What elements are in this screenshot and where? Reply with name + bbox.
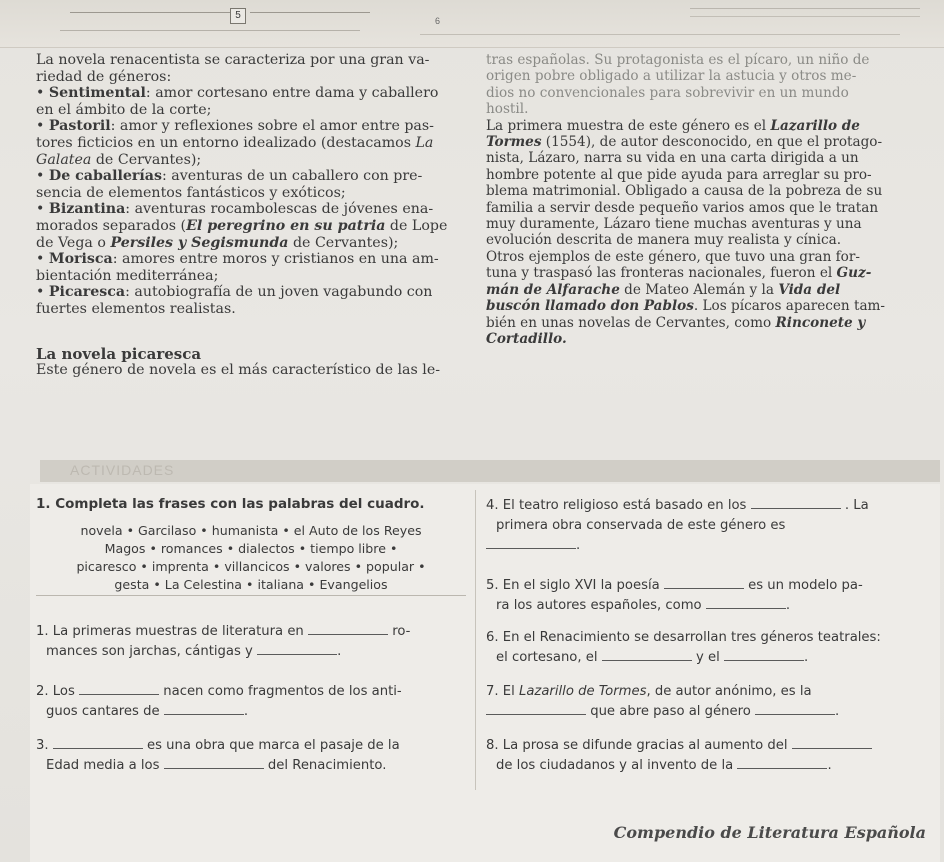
- body-text: tuna y traspasó las fronteras nacionales, fueron el: [486, 265, 833, 282]
- body-text: hombre potente al que pide ayuda para arreglar su pro-: [486, 166, 872, 183]
- question-text: 8. La prosa se difunde gracias al aumento del: [486, 738, 788, 753]
- genre-title: La: [415, 134, 434, 151]
- genre-title: Galatea: [36, 151, 92, 168]
- word-bank-line: novela • Garcilaso • humanista • el Auto de los Reyes: [80, 523, 422, 538]
- question-8: 8. La prosa se difunde gracias al aumento del de los ciudadanos y al invento de la .: [486, 736, 926, 776]
- question-1: 1. La primeras muestras de literatura en ro- mances son jarchas, cántigas y .: [36, 624, 411, 659]
- question-text: 1. La primeras muestras de literatura en: [36, 624, 304, 639]
- question-text: ra los autores españoles, como: [496, 598, 702, 613]
- genre-label: Picaresca: [48, 284, 126, 301]
- question-text: 6. En el Renacimiento se desarrollan tres géneros teatrales:: [486, 630, 881, 645]
- activities-label: ACTIVIDADES: [70, 462, 175, 478]
- genre-label: Morisca: [48, 251, 113, 268]
- book-title: buscón llamado don Pablos: [486, 298, 694, 315]
- question-text: el cortesano, el: [496, 650, 598, 665]
- genre-title: Persiles y Segismunda: [110, 234, 289, 251]
- question-5: 5. En el siglo XVI la poesía es un modelo pa- ra los autores españoles, como .: [486, 578, 863, 613]
- right-text-column: [486, 52, 916, 347]
- body-text: muy duramente, Lázaro tiene muchas aventuras y una: [486, 216, 862, 233]
- body-text: La primera muestra de este género es el: [486, 117, 771, 134]
- question-text: de los ciudadanos y al invento de la: [496, 758, 734, 773]
- question-text: 5. En el siglo XVI la poesía: [486, 578, 660, 593]
- word-bank-line: Magos • romances • dialectos • tiempo libre •: [104, 541, 398, 556]
- genre-label: Pastoril: [48, 118, 111, 135]
- book-title: Lazarillo de Tormes: [518, 684, 647, 699]
- divider: [250, 12, 370, 13]
- genre-label: De caballerías: [48, 168, 162, 185]
- word-bank-line: gesta • La Celestina • italiana • Evangelios: [114, 577, 388, 592]
- genre-label: Bizantina: [48, 201, 126, 218]
- question-text: , de autor anónimo, es la: [646, 684, 812, 699]
- answer-blank[interactable]: [496, 703, 586, 715]
- genre-text: : aventuras de un caballero con pre-: [161, 168, 423, 185]
- answer-blank[interactable]: [496, 537, 576, 549]
- answer-blank[interactable]: [257, 643, 337, 655]
- divider: [70, 12, 230, 13]
- question-text: . La: [844, 498, 869, 513]
- question-3: [36, 736, 466, 776]
- previous-page-strip: [0, 0, 944, 48]
- answer-blank[interactable]: [737, 757, 827, 769]
- question-text: 7. El: [486, 684, 519, 699]
- book-title: Lazarillo de: [770, 117, 860, 134]
- answer-blank[interactable]: [602, 649, 692, 661]
- body-text: . Los pícaros aparecen tam-: [693, 298, 886, 315]
- book-title: mán de Alfarache: [486, 281, 620, 298]
- genre-text: : aventuras rocambolescas de jóvenes ena-: [125, 201, 434, 218]
- column-divider: [475, 490, 476, 790]
- divider: [690, 16, 920, 17]
- section-heading: La novela picaresca: [36, 344, 202, 363]
- genre-text: de Vega o: [36, 234, 111, 251]
- genre-text: : autobiografía de un joven vagabundo con: [125, 284, 433, 301]
- genre-text: : amores entre moros y cristianos en una am-: [112, 251, 439, 268]
- genre-text: morados separados (: [36, 217, 187, 234]
- answer-blank[interactable]: [724, 649, 804, 661]
- answer-blank[interactable]: [308, 623, 388, 635]
- word-bank: [36, 522, 466, 596]
- answer-blank[interactable]: [755, 703, 835, 715]
- body-text: evolución descrita de manera muy realista y cínica.: [486, 232, 842, 249]
- question-text: 2. Los: [36, 684, 75, 699]
- book-title-footer: Compendio de Literatura Española: [613, 823, 926, 842]
- answer-blank[interactable]: [751, 497, 841, 509]
- genre-text: tores ficticios en un entorno idealizado (destacamos: [36, 134, 416, 151]
- small-mark: 6: [435, 16, 441, 26]
- body-text: Otros ejemplos de este género, que tuvo una gran for-: [486, 248, 860, 265]
- answer-blank[interactable]: [486, 537, 496, 549]
- body-text: origen pobre obligado a utilizar la astucia y otros me-: [486, 68, 857, 85]
- question-text: guos cantares de: [46, 704, 160, 719]
- question-text: 4. El teatro religioso está basado en los: [486, 498, 747, 513]
- genre-label: Sentimental: [48, 85, 146, 102]
- question-text: que abre paso al género: [590, 704, 751, 719]
- answer-blank[interactable]: [486, 703, 496, 715]
- exercises-area: [30, 484, 940, 862]
- question-text: del Renacimiento.: [267, 758, 387, 773]
- body-text: hostil.: [486, 101, 529, 118]
- divider: [690, 8, 920, 9]
- genre-text: en el ámbito de la corte;: [36, 101, 212, 118]
- body-text: dios no convencionales para sobrevivir en un mundo: [486, 84, 849, 101]
- genre-text: bientación mediterránea;: [36, 267, 219, 284]
- body-text: tras españolas. Su protagonista es el pícaro, un niño de: [486, 52, 870, 68]
- left-text-column: La novela renacentista se caracteriza por una gran va- riedad de géneros: • Sentimental: amor cortesano entre dama y caballero en el ámbito de la corte; • Pastoril: amor y reflexiones sobre el amor entre pas- tores ficticios en un entorno idealizado (destacamos La Galatea de Cervantes); • De caballerías: aventuras de un caballero con pre- sencia de elementos fantásticos y exóticos; • Bizantina: aventuras rocambolescas de jóvenes ena- morados separados (El peregrino en su patria de Lope de Vega o Persiles y Segismunda de Cervantes); • Morisca: amores entre moros y cristianos en una am- bientación mediterránea; • Picaresca: autobiografía de un joven vagabundo con fuertes elementos realistas. La novela picaresca Este género de novela es el más característico de las le-: [36, 52, 476, 379]
- answer-blank[interactable]: [164, 757, 264, 769]
- genre-text: de Cervantes);: [288, 234, 399, 251]
- page-number-box: 5: [230, 8, 246, 24]
- question-text: primera obra conservada de este género es: [496, 518, 786, 533]
- divider: [60, 30, 360, 31]
- question-text: es una obra que marca el pasaje de la: [147, 738, 400, 753]
- exercise-title: 1. Completa las frases con las palabras del cuadro.: [36, 496, 425, 512]
- intro-text: riedad de géneros:: [36, 68, 172, 85]
- answer-blank[interactable]: [164, 703, 244, 715]
- book-title: Guz-: [836, 265, 872, 282]
- question-text: 3.: [36, 738, 49, 753]
- body-text: de Mateo Alemán y la: [619, 281, 779, 298]
- question-4: 4. El teatro religioso está basado en los . La primera obra conservada de este género es .: [486, 498, 869, 553]
- body-text: bién en unas novelas de Cervantes, como: [486, 314, 776, 331]
- body-text: nista, Lázaro, narra su vida en una carta dirigida a un: [486, 150, 859, 167]
- question-6: 6. En el Renacimiento se desarrollan tres géneros teatrales: el cortesano, el y el .: [486, 630, 881, 665]
- question-text: y el: [695, 650, 720, 665]
- body-text: (1554), de autor desconocido, en que el protago-: [541, 134, 883, 151]
- genre-text: de Lope: [385, 217, 448, 234]
- book-title: Vida del: [778, 281, 841, 298]
- answer-blank[interactable]: [706, 597, 786, 609]
- question-text: ro-: [392, 624, 411, 639]
- genre-text: fuertes elementos realistas.: [36, 300, 236, 317]
- answer-blank[interactable]: [53, 737, 143, 749]
- genre-text: : amor y reflexiones sobre el amor entre pas-: [110, 118, 434, 135]
- genre-title: El peregrino en su patria: [186, 217, 386, 234]
- genre-text: sencia de elementos fantásticos y exóticos;: [36, 184, 346, 201]
- answer-blank[interactable]: [792, 737, 872, 749]
- question-text: nacen como fragmentos de los anti-: [163, 684, 402, 699]
- question-text: es un modelo pa-: [748, 578, 863, 593]
- question-7: 7. El Lazarillo de Tormes, de autor anónimo, es la que abre paso al género .: [486, 684, 840, 719]
- book-title: Cortadillo.: [486, 330, 567, 347]
- answer-blank[interactable]: [664, 577, 744, 589]
- intro-text: La novela renacentista se caracteriza por una gran va-: [36, 52, 430, 68]
- body-text: blema matrimonial. Obligado a causa de la pobreza de su: [486, 183, 883, 200]
- answer-blank[interactable]: [79, 683, 159, 695]
- body-text: familia a servir desde pequeño varios amos que le tratan: [486, 199, 879, 216]
- question-2: 2. Los nacen como fragmentos de los anti- guos cantares de .: [36, 684, 402, 719]
- genre-text: : amor cortesano entre dama y caballero: [145, 85, 439, 102]
- question-text: Edad media a los: [46, 758, 160, 773]
- section-text: Este género de novela es el más característico de las le-: [36, 362, 441, 379]
- question-text: mances son jarchas, cántigas y: [46, 644, 253, 659]
- word-bank-line: picaresco • imprenta • villancicos • valores • popular •: [76, 559, 426, 574]
- genre-text: de Cervantes);: [91, 151, 202, 168]
- book-title: Tormes: [486, 134, 542, 151]
- book-title: Rinconete y: [775, 314, 866, 331]
- activities-band: [40, 460, 940, 482]
- divider: [420, 34, 900, 35]
